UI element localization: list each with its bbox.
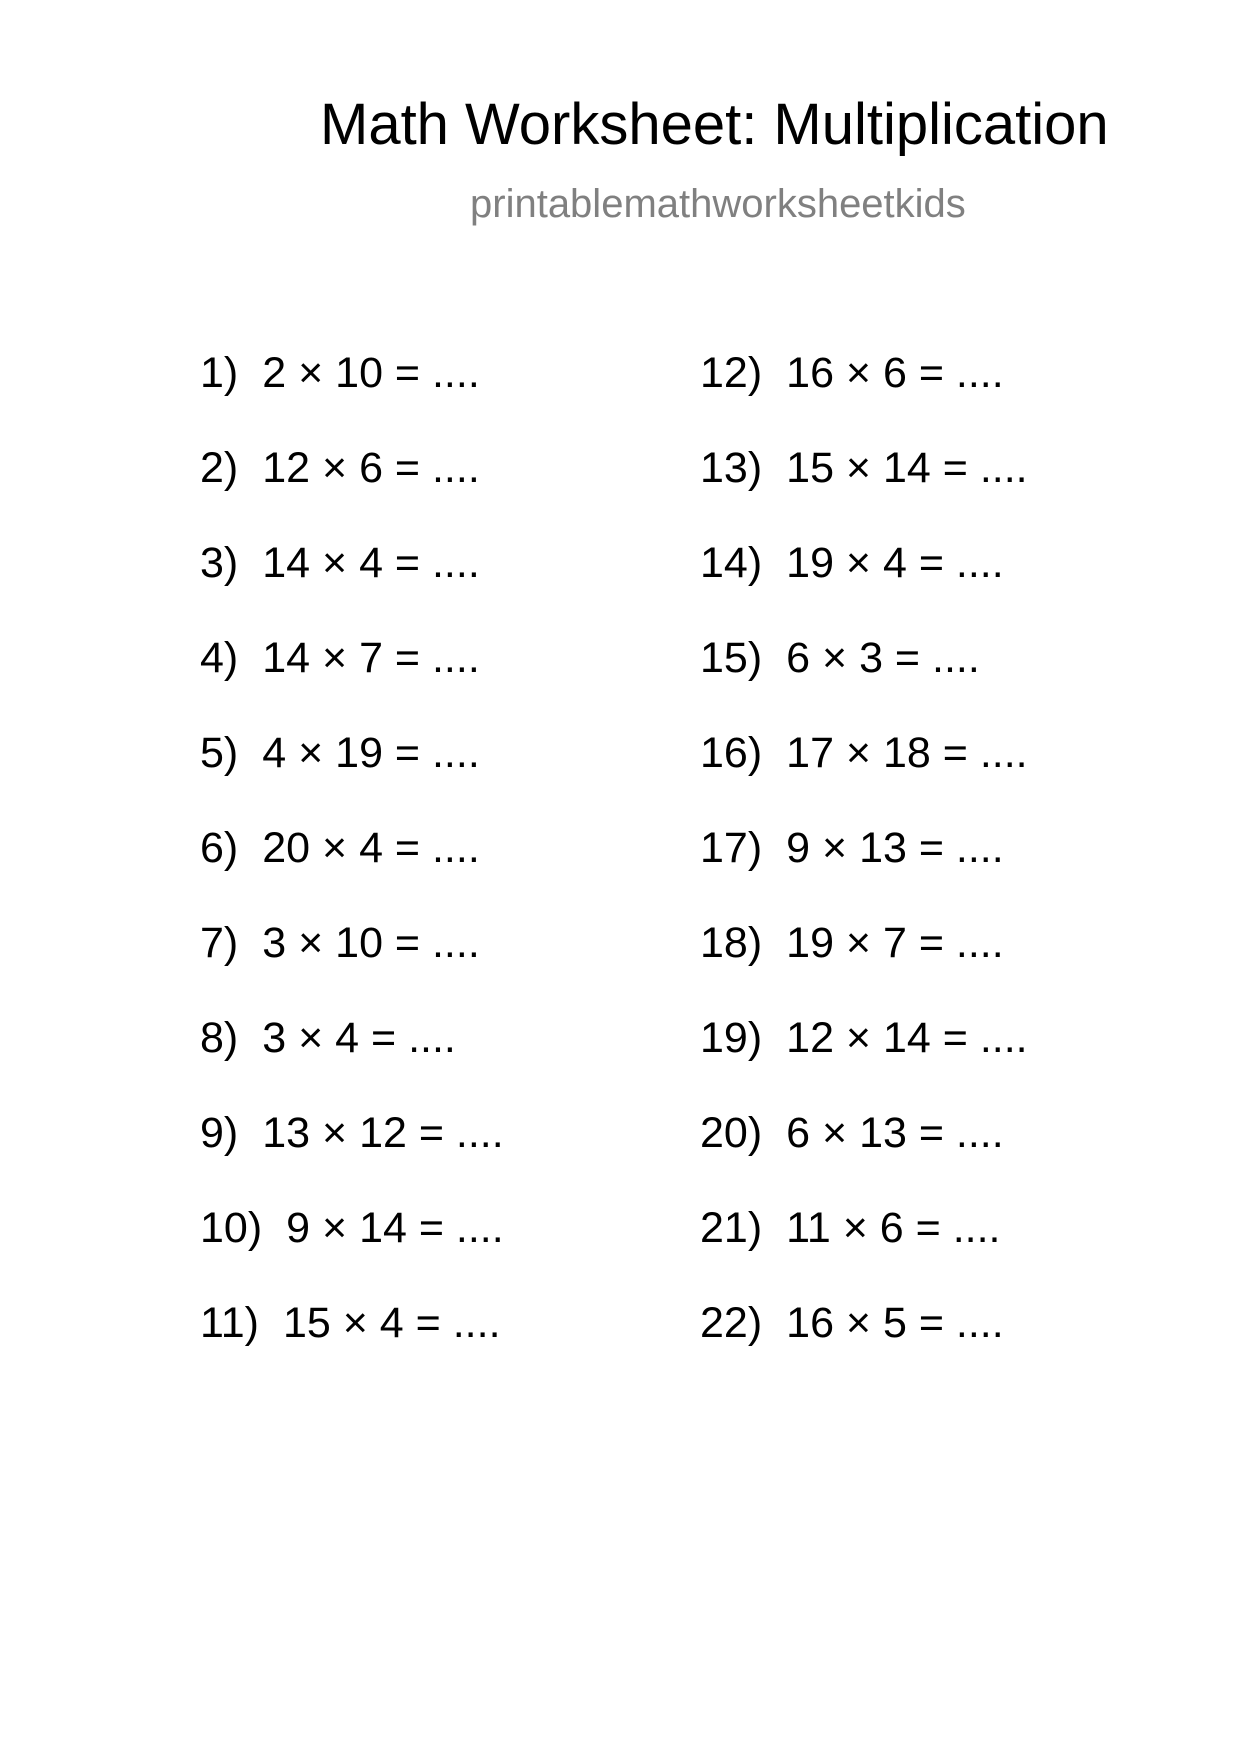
problem-item	[200, 538, 504, 633]
problem-number: 14)	[700, 539, 763, 587]
problem-number: 17)	[700, 824, 763, 872]
problem-expression: 12 × 6 = ....	[262, 444, 480, 492]
problem-number: 7)	[200, 919, 239, 967]
problem-item	[200, 1108, 504, 1203]
problem-item	[700, 1298, 1028, 1393]
problem-expression: 4 × 19 = ....	[262, 729, 480, 777]
problem-item	[200, 633, 504, 728]
problem-number: 11)	[200, 1299, 259, 1347]
problem-expression: 9 × 14 = ....	[286, 1204, 504, 1252]
problem-number: 20)	[700, 1109, 763, 1157]
problem-expression: 6 × 13 = ....	[786, 1109, 1004, 1157]
problem-expression: 15 × 4 = ....	[282, 1299, 501, 1347]
problem-number: 21)	[700, 1204, 763, 1252]
problem-number: 10)	[200, 1204, 263, 1252]
problem-expression: 12 × 14 = ....	[786, 1014, 1028, 1062]
problem-item	[700, 633, 1028, 728]
problem-number: 2)	[200, 444, 239, 492]
problem-number: 1)	[200, 349, 239, 397]
problem-expression: 14 × 7 = ....	[262, 634, 480, 682]
problem-number: 19)	[700, 1014, 763, 1062]
problem-expression: 19 × 7 = ....	[786, 919, 1004, 967]
problem-expression: 16 × 6 = ....	[786, 349, 1004, 397]
problem-item	[700, 918, 1028, 1013]
problem-expression: 11 × 6 = ....	[786, 1204, 1001, 1252]
problem-expression: 3 × 4 = ....	[262, 1014, 456, 1062]
problem-number: 22)	[700, 1299, 763, 1347]
problem-item	[700, 728, 1028, 823]
problem-column-left	[200, 348, 504, 1393]
problem-item	[700, 538, 1028, 633]
problem-number: 8)	[200, 1014, 239, 1062]
problem-item	[200, 1203, 504, 1298]
problem-item	[200, 918, 504, 1013]
problem-expression: 16 × 5 = ....	[786, 1299, 1004, 1347]
problem-number: 9)	[200, 1109, 239, 1157]
problem-item	[200, 348, 504, 443]
problem-item	[200, 443, 504, 538]
problem-number: 6)	[200, 824, 239, 872]
problem-expression: 2 × 10 = ....	[262, 349, 480, 397]
problem-item	[200, 1298, 504, 1393]
problem-expression: 19 × 4 = ....	[786, 539, 1004, 587]
page-title: Math Worksheet: Multiplication	[320, 92, 1109, 157]
problem-item	[200, 728, 504, 823]
problem-expression: 3 × 10 = ....	[262, 919, 480, 967]
problem-number: 13)	[700, 444, 763, 492]
problem-expression: 15 × 14 = ....	[786, 444, 1028, 492]
problem-item	[700, 1203, 1028, 1298]
problem-number: 4)	[200, 634, 239, 682]
problem-item	[200, 1013, 504, 1108]
problem-expression: 14 × 4 = ....	[262, 539, 480, 587]
problem-item	[700, 1013, 1028, 1108]
problem-number: 12)	[700, 349, 763, 397]
problem-expression: 17 × 18 = ....	[786, 729, 1028, 777]
problem-item	[700, 1108, 1028, 1203]
problem-item	[700, 823, 1028, 918]
problem-expression: 6 × 3 = ....	[786, 634, 980, 682]
problem-number: 18)	[700, 919, 763, 967]
page-subtitle: printablemathworksheetkids	[470, 182, 966, 226]
problem-item	[700, 348, 1028, 443]
problem-number: 15)	[700, 634, 763, 682]
problem-number: 5)	[200, 729, 239, 777]
problem-number: 16)	[700, 729, 763, 777]
problem-column-right	[700, 348, 1028, 1393]
problem-item	[200, 823, 504, 918]
problem-expression: 9 × 13 = ....	[786, 824, 1004, 872]
problem-expression: 20 × 4 = ....	[262, 824, 480, 872]
problem-item	[700, 443, 1028, 538]
problem-number: 3)	[200, 539, 239, 587]
problem-expression: 13 × 12 = ....	[262, 1109, 504, 1157]
